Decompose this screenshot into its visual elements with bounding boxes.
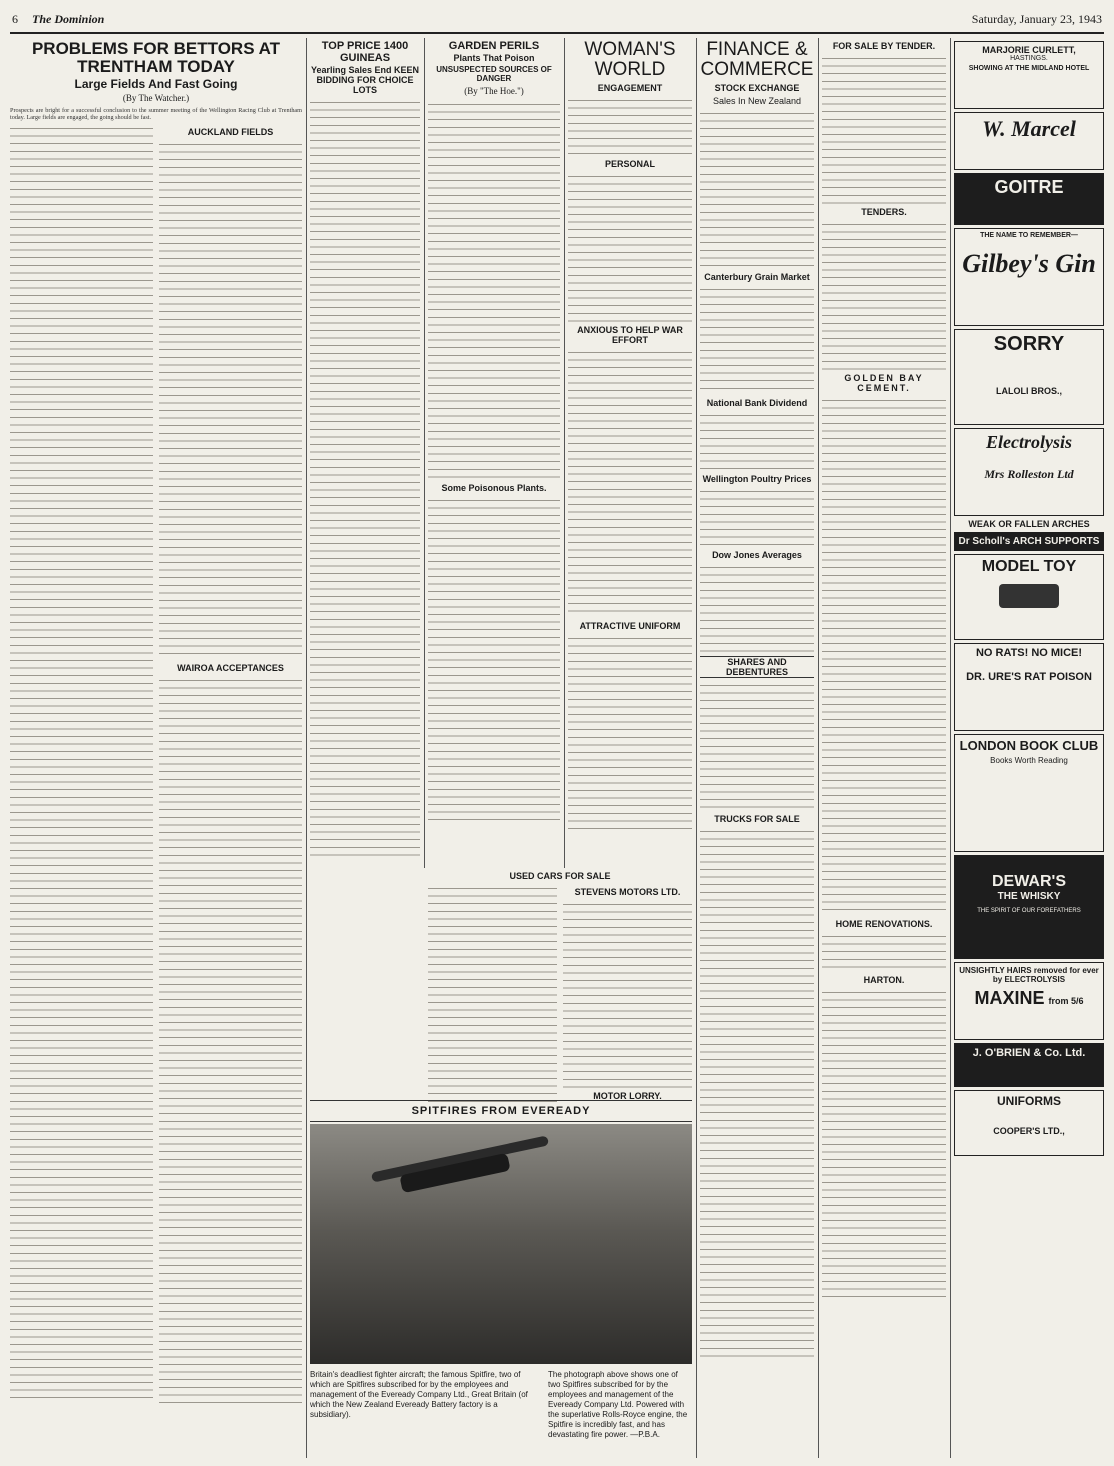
- coopers-ad: [954, 1090, 1104, 1156]
- auckland-fields-heading: AUCKLAND FIELDS: [187, 127, 274, 138]
- classifieds: [822, 38, 946, 1458]
- golden-bay-cement: GOLDEN BAY CEMENT.: [844, 373, 924, 393]
- dewars-spirit: THE SPIRIT OF OUR FOREFATHERS: [977, 908, 1081, 914]
- garden-text: [428, 100, 560, 480]
- london-book-club-ad: [954, 734, 1104, 852]
- masthead: [10, 8, 1104, 34]
- maxine-name: MAXINE: [974, 988, 1045, 1008]
- racing-subhead: Large Fields And Fast Going: [74, 76, 238, 91]
- yearling-article: [310, 38, 420, 858]
- tender-heading: FOR SALE BY TENDER.: [832, 41, 936, 51]
- dewars-ad: [954, 855, 1104, 959]
- date: Saturday, January 23, 1943: [971, 12, 1102, 26]
- marcel-ad: [954, 112, 1104, 170]
- garden-subhead2: UNSUSPECTED SOURCES OF DANGER: [436, 64, 552, 83]
- rolleston-ad: [954, 428, 1104, 516]
- garden-headline: GARDEN PERILS: [448, 40, 540, 52]
- spitfire-caption-right: The photograph above shows one of two Spitfires subscribed for by the employees and management of the Eveready Company Ltd. Powered with the superlative Rolls-Royce engine, the Spitfire is incredibly fast, and has devastating fire power. —P.B.A.: [548, 1370, 688, 1439]
- stock-exchange-sub: Sales In New Zealand: [712, 95, 802, 106]
- garden-section: Some Poisonous Plants.: [441, 482, 547, 493]
- motor-lorry: MOTOR LORRY.: [593, 1091, 662, 1101]
- electrolysis-title: Electrolysis: [986, 432, 1072, 452]
- racing-headline: PROBLEMS FOR BETTORS AT TRENTHAM TODAY: [31, 39, 281, 76]
- scholls-ad: [954, 519, 1104, 551]
- uniform-heading: ATTRACTIVE UNIFORM: [579, 620, 681, 631]
- column-rule: [564, 38, 565, 868]
- shares-heading: SHARES AND DEBENTURES: [700, 656, 814, 678]
- paper-name: The Dominion: [32, 12, 105, 26]
- dow-heading: Dow Jones Averages: [712, 549, 802, 560]
- tenders-heading: TENDERS.: [861, 207, 907, 217]
- auckland-fields-text: [159, 140, 302, 660]
- curlett-ad: [954, 41, 1104, 109]
- stock-exchange-heading: STOCK EXCHANGE: [714, 82, 800, 93]
- spitfire-caption-left: Britain's deadliest fighter aircraft; the famous Spitfire, two of which are Spitfires subscribed for by the employees and management of the Eveready Company Ltd., Great Britain (of which the New Zealand Eveready Battery factory is a subsidiary).: [310, 1370, 528, 1419]
- toy-truck-icon: [999, 584, 1059, 608]
- remember-line: THE NAME TO REMEMBER—: [980, 232, 1078, 239]
- trucks-heading: TRUCKS FOR SALE: [714, 813, 800, 824]
- gilbeys-ad: [954, 228, 1104, 326]
- yearling-text: [310, 98, 420, 858]
- stevens-motors: STEVENS MOTORS LTD.: [574, 887, 681, 897]
- model-toy-ad: [954, 554, 1104, 640]
- uniforms-title: UNIFORMS: [997, 1094, 1061, 1108]
- weak-arches: WEAK OR FALLEN ARCHES: [968, 519, 1090, 529]
- scholls-name: Dr Scholl's ARCH SUPPORTS: [954, 532, 1104, 551]
- coopers-name: COOPER'S LTD.,: [993, 1126, 1065, 1136]
- curlett-name: MARJORIE CURLETT,: [982, 45, 1076, 55]
- page-number: 6: [12, 12, 18, 26]
- rat-poison-name: DR. URE'S RAT POISON: [966, 671, 1092, 683]
- obrien-name: J. O'BRIEN & Co. Ltd.: [972, 1047, 1086, 1059]
- grain-heading: Canterbury Grain Market: [704, 271, 810, 282]
- column-rule: [818, 38, 819, 1458]
- marcel-logo: W. Marcel: [982, 116, 1076, 141]
- maxine-price: from 5/6: [1048, 996, 1084, 1006]
- curlett-text: SHOWING AT THE MIDLAND HOTEL: [968, 65, 1090, 72]
- garden-subhead1: Plants That Poison: [453, 53, 535, 64]
- gilbeys-logo: Gilbey's Gin: [962, 249, 1096, 278]
- london-title: LONDON BOOK CLUB: [959, 738, 1099, 753]
- maxine-ad: [954, 962, 1104, 1040]
- yearling-subhead: Yearling Sales End KEEN BIDDING FOR CHOICE LOTS: [310, 65, 420, 95]
- no-rats: NO RATS! NO MICE!: [975, 647, 1083, 659]
- wairoa-text: [159, 676, 302, 1404]
- spitfire-title: SPITFIRES FROM EVEREADY: [310, 1100, 692, 1122]
- books-worth-reading: Books Worth Reading: [990, 756, 1068, 765]
- racing-first-para: Prospects are bright for a successful conclusion to the summer meeting of the Wellington Racing Club at Trentham today. Large fields are engaged, the going should be fast.: [10, 106, 302, 122]
- engagement-heading: ENGAGEMENT: [597, 82, 663, 93]
- used-cars-heading: USED CARS FOR SALE: [509, 871, 611, 881]
- goitre-title: GOITRE: [994, 177, 1064, 197]
- dewars-name: DEWAR'S: [991, 873, 1067, 890]
- wairoa-heading: WAIROA ACCEPTANCES: [177, 663, 284, 674]
- personal-text: [568, 172, 692, 322]
- bank-heading: National Bank Dividend: [706, 397, 808, 408]
- garden-article: [428, 38, 560, 858]
- spitfire-photo: [310, 1124, 692, 1364]
- unsightly-hairs: UNSIGHTLY HAIRS removed for ever by ELECTROLYSIS: [959, 966, 1099, 984]
- model-toy-title: MODEL TOY: [981, 558, 1077, 575]
- home-renovations: HOME RENOVATIONS.: [835, 919, 933, 929]
- poultry-heading: Wellington Poultry Prices: [702, 473, 812, 484]
- column-rule: [306, 38, 307, 1458]
- laloli-name: LALOLI BROS.,: [996, 386, 1062, 396]
- uniform-text: [568, 634, 692, 834]
- racing-byline: (By The Watcher.): [122, 92, 190, 103]
- sorry-title: SORRY: [993, 333, 1065, 355]
- womans-world: [568, 38, 692, 858]
- finance-commerce: [700, 38, 814, 1458]
- dewars-whisky: THE WHISKY: [997, 891, 1061, 902]
- garden-text-2: [428, 496, 560, 826]
- obrien-ad: [954, 1043, 1104, 1087]
- war-effort-heading: ANXIOUS TO HELP WAR EFFORT: [577, 324, 683, 345]
- goitre-ad: [954, 173, 1104, 225]
- harton-heading: HARTON.: [863, 975, 905, 985]
- laloli-ad: [954, 329, 1104, 425]
- column-rule: [424, 38, 425, 868]
- engagement-text: [568, 96, 692, 156]
- curlett-sub: HASTINGS.: [1010, 55, 1048, 62]
- rat-poison-ad: [954, 643, 1104, 731]
- racing-text-column: [10, 124, 153, 1404]
- ads-column: [954, 38, 1104, 1458]
- yearling-headline: TOP PRICE 1400 GUINEAS: [321, 40, 409, 65]
- rolleston-name: Mrs Rolleston Ltd: [984, 467, 1074, 481]
- used-cars: [428, 868, 692, 1123]
- column-rule: [696, 38, 697, 1458]
- garden-byline: (By "The Hoe."): [464, 85, 524, 96]
- personal-heading: PERSONAL: [604, 158, 655, 169]
- finance-title: FINANCE & COMMERCE: [700, 39, 814, 80]
- racing-article: [10, 38, 302, 1458]
- column-rule: [950, 38, 951, 1458]
- womans-world-title: WOMAN'S WORLD: [584, 39, 676, 80]
- war-effort-text: [568, 348, 692, 618]
